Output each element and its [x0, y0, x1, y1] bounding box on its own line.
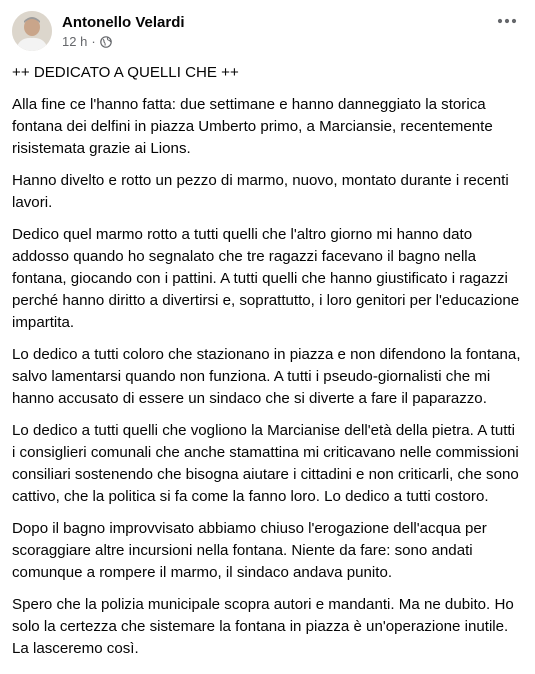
post-paragraph: Alla fine ce l'hanno fatta: due settimane e hanno danneggiato la storica fontana dei delfini in piazza Umberto primo, a Marciansie, recentemente risistemata grazie ai Lions.: [12, 96, 493, 157]
post-timestamp[interactable]: 12 h: [62, 33, 88, 49]
post-header: [12, 6, 185, 56]
post-heading: ++ DEDICATO A QUELLI CHE ++: [12, 64, 239, 81]
post-paragraph: Dopo il bagno improvvisato abbiamo chiuso l'erogazione dell'acqua per scoraggiare altre incursioni nella fontana. Niente da fare: sono andati comunque a rompere il marmo, il sindaco andava punito.: [12, 520, 487, 581]
post-meta: [62, 13, 185, 50]
post-content: [12, 62, 522, 670]
post-paragraph: Hanno divelto e rotto un pezzo di marmo, nuovo, montato durante i recenti lavori.: [12, 172, 509, 211]
post-paragraph: Spero che la polizia municipale scopra autori e mandanti. Ma ne dubito. Ho solo la certezza che sistemare la fontana in piazza è un'operazione inutile. La lasceremo così.: [12, 596, 514, 657]
post-paragraph: Lo dedico a tutti coloro che stazionano in piazza e non difendono la fontana, salvo lamentarsi quando non funziona. A tutti i pseudo-giornalisti che mi hanno accusato di essere un sindaco che si diverte a fare il paparazzo.: [12, 346, 521, 407]
avatar[interactable]: [12, 11, 52, 51]
globe-icon: [100, 35, 112, 47]
more-options-icon[interactable]: [493, 10, 521, 32]
post-paragraph: Lo dedico a tutti quelli che vogliono la Marcianise dell'età della pietra. A tutti i consiglieri comunali che anche stamattina mi criticavano nelle commissioni consiliari sostenendo che bisogna aiutare i cittadini e non criticarli, che sono cattivo, che la politica si fa come la fanno loro. Lo dedico a tutti costoro.: [12, 422, 519, 505]
avatar-image: [12, 11, 52, 51]
separator-dot: ·: [91, 33, 96, 49]
post-subline: [62, 33, 185, 50]
author-name[interactable]: Antonello Velardi: [62, 13, 185, 31]
post-paragraph: Dedico quel marmo rotto a tutti quelli che l'altro giorno mi hanno dato addosso quando ho segnalato che tre ragazzi facevano il bagno nella fontana, giocando con i pattini. A tutti quelli che hanno giustificato i ragazzi perché hanno diritto a divertirsi e, soprattutto, i loro genitori per l'educazione impartita.: [12, 226, 520, 331]
